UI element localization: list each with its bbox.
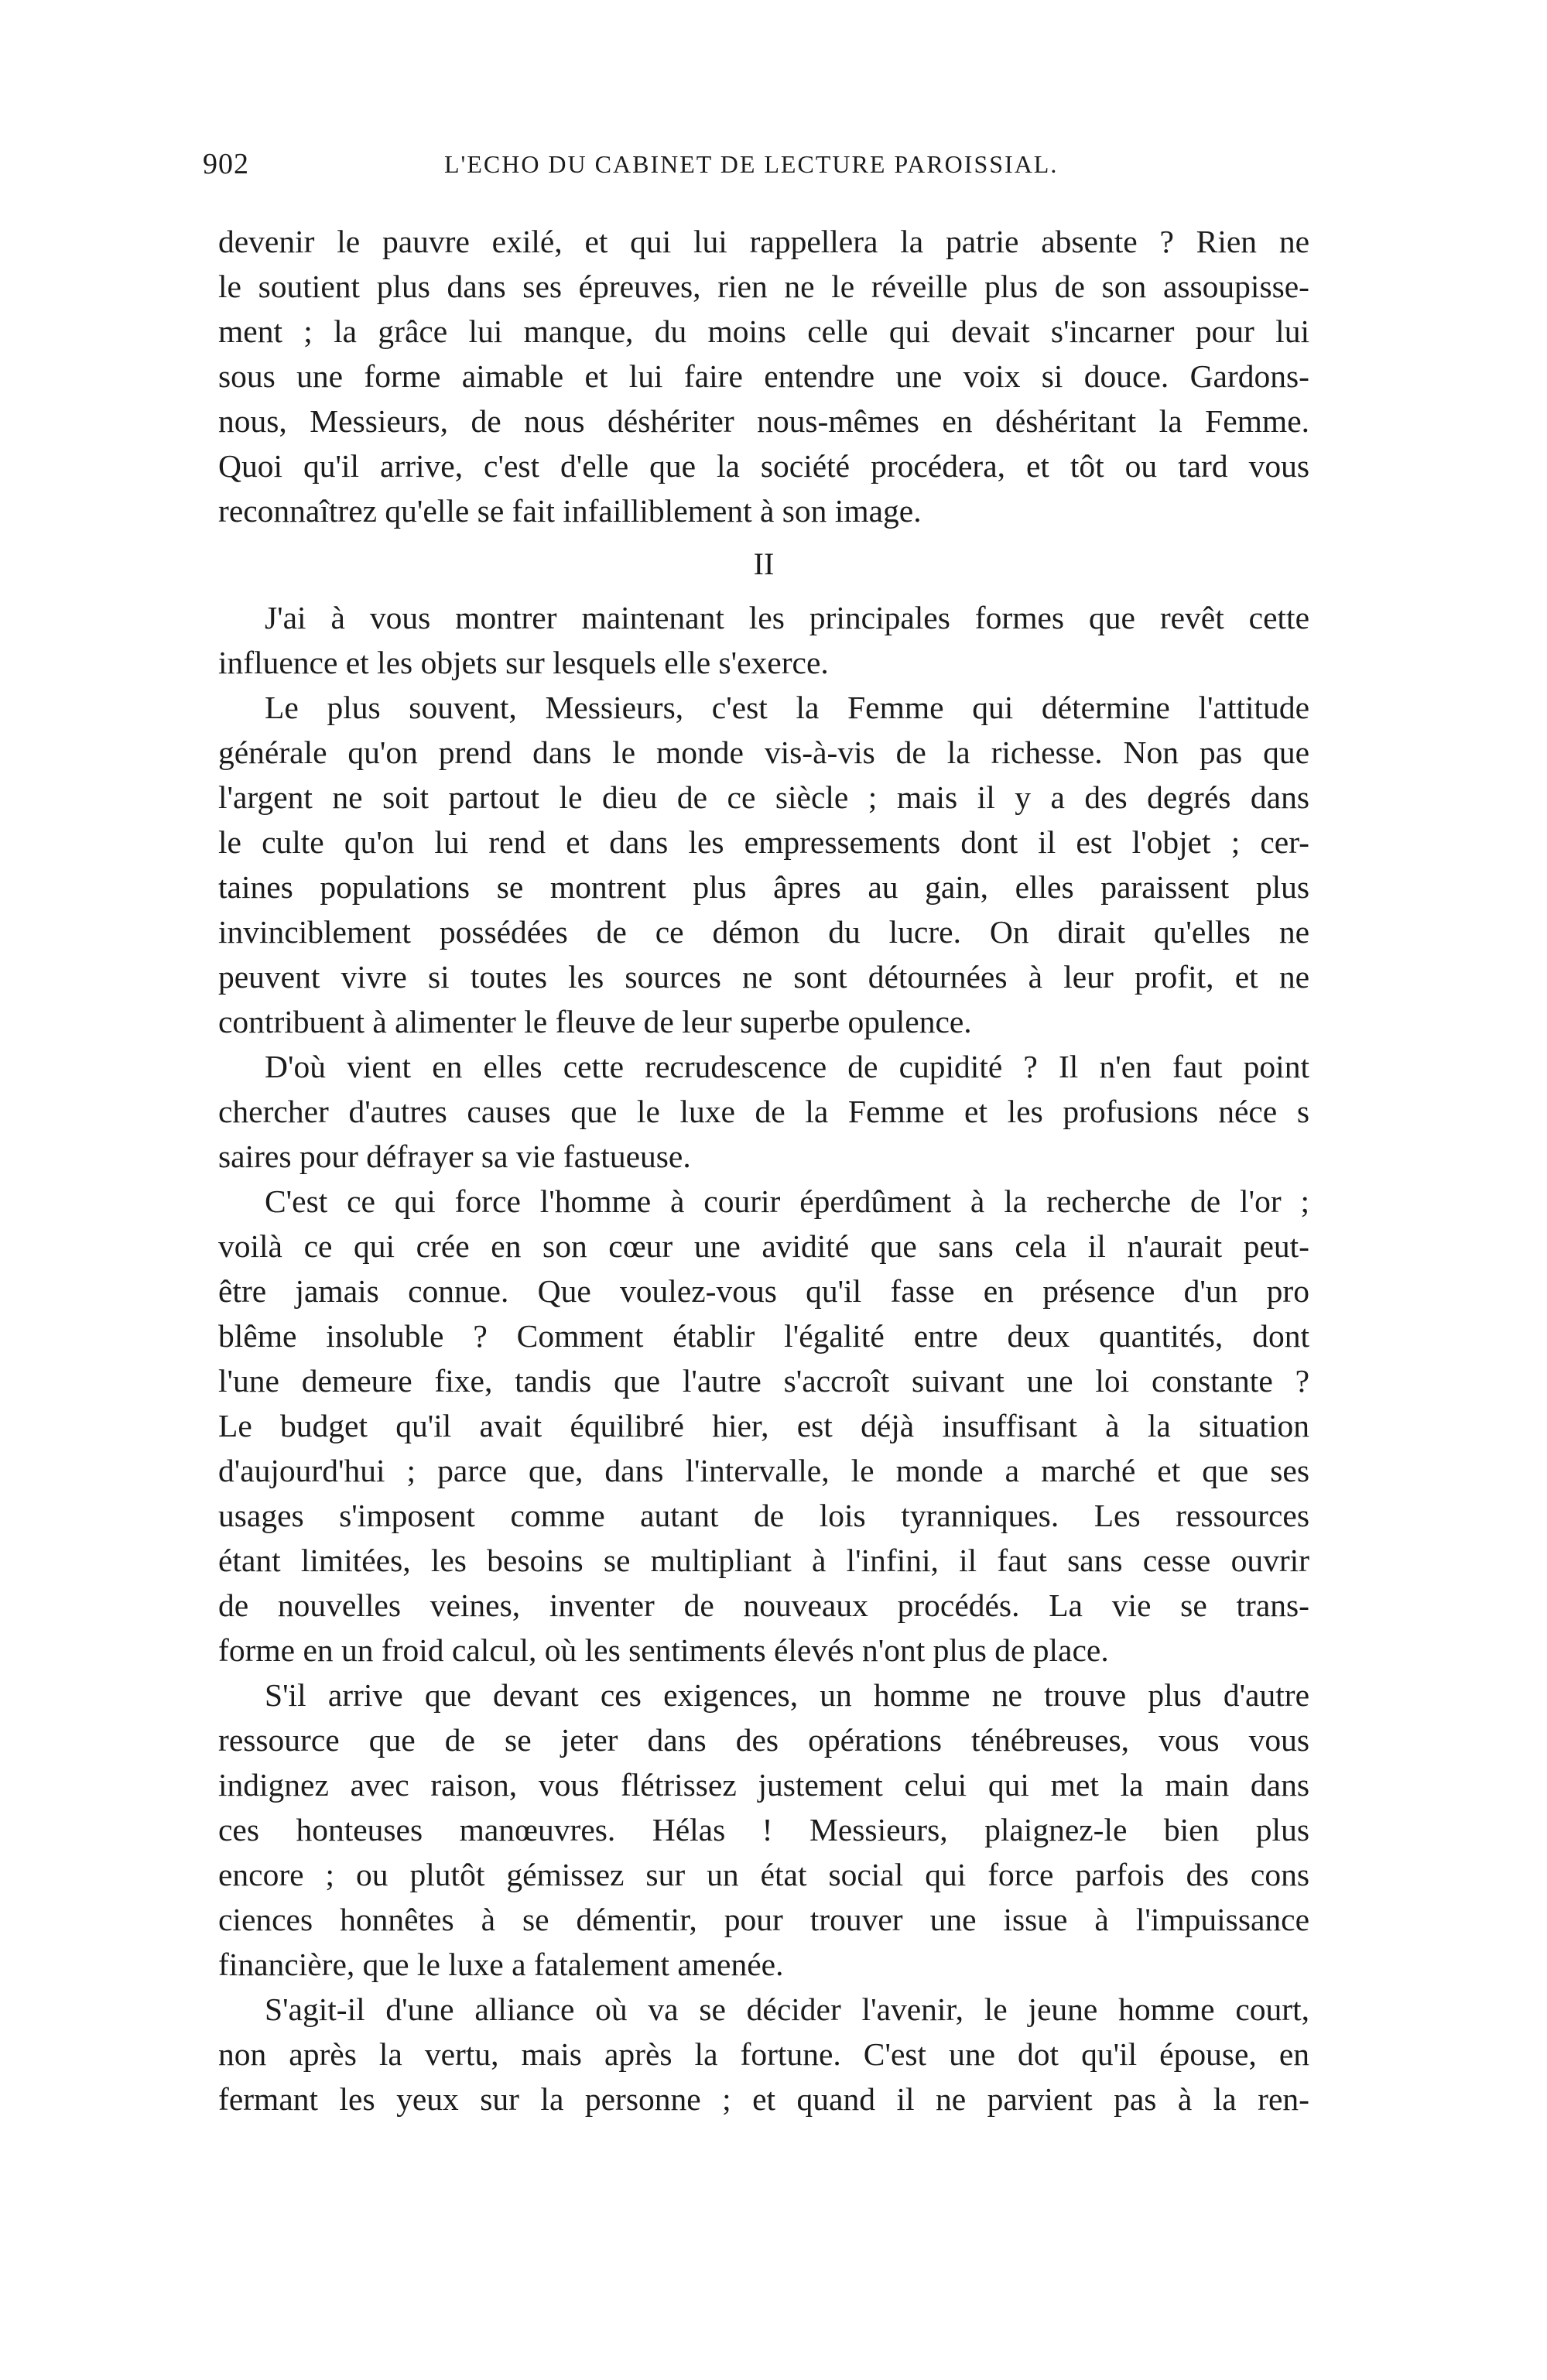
text-line: l'argent ne soit partout le dieu de ce siècle ; mais il y a des degrés dans [218, 779, 1309, 815]
text-line: devenir le pauvre exilé, et qui lui rappellera la patrie absente ? Rien ne [218, 224, 1309, 259]
text-line: Le budget qu'il avait équilibré hier, est déjà insuffisant à la situation [218, 1408, 1309, 1443]
text-line: peuvent vivre si toutes les sources ne sont détournées à leur profit, et ne [218, 959, 1309, 995]
text-line: chercher d'autres causes que le luxe de la Femme et les profusions néce s [218, 1094, 1309, 1129]
paragraph [218, 1044, 1309, 1179]
text-line: étant limitées, les besoins se multipliant à l'infini, il faut sans cesse ouvrir [218, 1543, 1309, 1578]
text-line: C'est ce qui force l'homme à courir éperdûment à la recherche de l'or ; [265, 1183, 1309, 1219]
paragraph [218, 1673, 1309, 1987]
text-line: de nouvelles veines, inventer de nouveaux procédés. La vie se trans- [218, 1587, 1309, 1623]
text-line: invinciblement possédées de ce démon du lucre. On dirait qu'elles ne [218, 914, 1309, 950]
page-number: 902 [203, 148, 249, 180]
paragraph [218, 1987, 1309, 2121]
text-line: ment ; la grâce lui manque, du moins celle qui devait s'incarner pour lui [218, 313, 1309, 349]
text-line: d'aujourd'hui ; parce que, dans l'intervalle, le monde a marché et que ses [218, 1453, 1309, 1488]
paragraph [218, 595, 1309, 685]
paragraph [218, 685, 1309, 1044]
text-line: ces honteuses manœuvres. Hélas ! Messieurs, plaignez-le bien plus [218, 1812, 1309, 1847]
text-line: fermant les yeux sur la personne ; et quand il ne parvient pas à la ren- [218, 2081, 1309, 2117]
text-line: être jamais connue. Que voulez-vous qu'il fasse en présence d'un pro [218, 1273, 1309, 1309]
section-heading: II [753, 546, 775, 581]
running-title: L'ECHO DU CABINET DE LECTURE PAROISSIAL. [444, 150, 1059, 178]
text-line: voilà ce qui crée en son cœur une avidité que sans cela il n'aurait peut- [218, 1228, 1309, 1264]
text-line: le soutient plus dans ses épreuves, rien ne le réveille plus de son assoupisse- [218, 269, 1309, 304]
text-line: le culte qu'on lui rend et dans les empressements dont il est l'objet ; cer- [218, 824, 1309, 860]
text-line: contribuent à alimenter le fleuve de leur superbe opulence. [218, 1004, 972, 1039]
text-line: indignez avec raison, vous flétrissez justement celui qui met la main dans [218, 1767, 1309, 1803]
text-line: influence et les objets sur lesquels elle s'exerce. [218, 645, 829, 680]
text-line: usages s'imposent comme autant de lois tyranniques. Les ressources [218, 1498, 1309, 1533]
text-line: reconnaîtrez qu'elle se fait infailliblement à son image. [218, 493, 922, 529]
page-header [203, 147, 1309, 190]
text-line: S'il arrive que devant ces exigences, un homme ne trouve plus d'autre [265, 1677, 1309, 1713]
text-line: ciences honnêtes à se démentir, pour trouver une issue à l'impuissance [218, 1902, 1309, 1937]
text-line: S'agit-il d'une alliance où va se décider l'avenir, le jeune homme court, [265, 1991, 1309, 2027]
text-line: saires pour défrayer sa vie fastueuse. [218, 1139, 691, 1174]
paragraph-continued [218, 219, 1309, 533]
text-line: blême insoluble ? Comment établir l'égalité entre deux quantités, dont [218, 1318, 1309, 1354]
paragraph [218, 1179, 1309, 1673]
text-line: forme en un froid calcul, où les sentiments élevés n'ont plus de place. [218, 1632, 1109, 1668]
text-line: l'une demeure fixe, tandis que l'autre s'accroît suivant une loi constante ? [218, 1363, 1309, 1399]
text-line: Quoi qu'il arrive, c'est d'elle que la société procédera, et tôt ou tard vous [218, 448, 1309, 484]
text-line: nous, Messieurs, de nous déshériter nous-mêmes en déshéritant la Femme. [218, 403, 1309, 439]
text-line: taines populations se montrent plus âpres au gain, elles paraissent plus [218, 869, 1309, 905]
body-text [218, 219, 1309, 2121]
text-line: sous une forme aimable et lui faire entendre une voix si douce. Gardons- [218, 358, 1309, 394]
text-line: générale qu'on prend dans le monde vis-à-vis de la richesse. Non pas que [218, 735, 1309, 770]
text-line: encore ; ou plutôt gémissez sur un état social qui force parfois des cons [218, 1857, 1309, 1892]
text-line: ressource que de se jeter dans des opérations ténébreuses, vous vous [218, 1722, 1309, 1758]
text-line: financière, que le luxe a fatalement amenée. [218, 1947, 784, 1982]
text-line: non après la vertu, mais après la fortune. C'est une dot qu'il épouse, en [218, 2036, 1309, 2072]
text-line: D'où vient en elles cette recrudescence de cupidité ? Il n'en faut point [265, 1049, 1309, 1084]
text-line: J'ai à vous montrer maintenant les principales formes que revêt cette [265, 600, 1309, 635]
text-line: Le plus souvent, Messieurs, c'est la Femme qui détermine l'attitude [265, 690, 1309, 725]
